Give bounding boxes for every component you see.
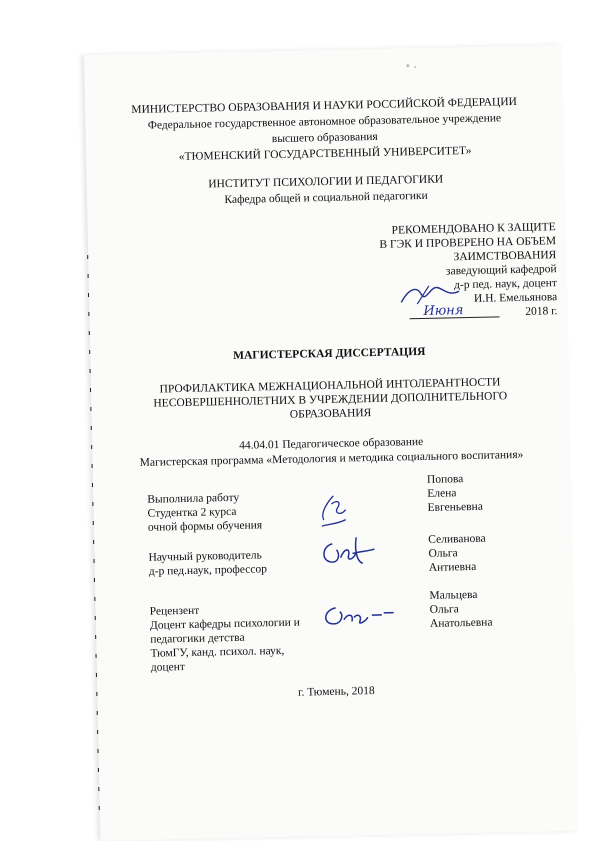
scan-speck: [414, 66, 416, 68]
supervisor-surname: Селиванова: [428, 532, 486, 546]
student-signature: [315, 489, 356, 530]
approval-degree: д-р пед. наук, доцент: [453, 277, 558, 292]
approval-position: заведующий кафедрой: [445, 263, 557, 278]
approval-line2: В ГЭК И ПРОВЕРЕНО НА ОБЪЕМ: [379, 235, 557, 251]
reviewer-first-name: Ольга: [429, 603, 459, 616]
student-surname: Попова: [426, 473, 464, 486]
approval-line1: РЕКОМЕНДОВАНО К ЗАЩИТЕ: [391, 221, 556, 237]
department-name: Кафедра общей и социальной педагогики: [224, 189, 428, 207]
student-role2: Студентка 2 курса: [147, 505, 237, 520]
university-name: «ТЮМЕНСКИЙ ГОСУДАРСТВЕННЫЙ УНИВЕРСИТЕТ»: [178, 144, 472, 164]
approval-month: Июня: [423, 303, 464, 319]
scan-speck: [406, 64, 409, 67]
reviewer-role4: ТюмГУ, канд. психол. наук,: [150, 644, 285, 660]
reviewer-role5: доцент: [150, 661, 186, 674]
supervisor-role2: д-р пед.наук, профессор: [148, 563, 268, 578]
reviewer-role3: педагогики детства: [150, 631, 245, 646]
reviewer-role2: Доцент кафедры психологии и: [149, 616, 300, 632]
approval-name: И.Н. Емельянова: [473, 291, 558, 305]
student-role3: очной формы обучения: [147, 519, 263, 534]
topic-line2: НЕСОВЕРШЕННОЛЕТНИХ В УЧРЕЖДЕНИИ ДОПОЛНИТЕЛЬНОГО: [153, 390, 508, 410]
institution-line2: высшего образования: [271, 130, 378, 146]
student-first-name: Елена: [427, 487, 457, 500]
supervisor-first-name: Ольга: [428, 547, 458, 560]
city-year: г. Тюмень, 2018: [297, 685, 375, 699]
institute-name: ИНСТИТУТ ПСИХОЛОГИИ И ПЕДАГОГИКИ: [208, 173, 444, 191]
document-type: МАГИСТЕРСКАЯ ДИССЕРТАЦИЯ: [233, 345, 426, 362]
student-role1: Выполнила работу: [147, 491, 240, 506]
topic-line3: ОБРАЗОВАНИЯ: [289, 407, 372, 421]
program-code: 44.04.01 Педагогическое образование: [239, 435, 424, 452]
document-page: [84, 45, 578, 841]
reviewer-signature: [317, 599, 398, 635]
reviewer-patronymic: Анатольевна: [429, 616, 493, 630]
supervisor-signature: [316, 533, 379, 574]
supervisor-patronymic: Антиевна: [428, 560, 477, 574]
student-patronymic: Евгеньевна: [427, 500, 484, 514]
reviewer-role1: Рецензент: [149, 604, 200, 618]
reviewer-surname: Мальцева: [429, 588, 478, 602]
topic-line1: ПРОФИЛАКТИКА МЕЖНАЦИОНАЛЬНОЙ ИНТОЛЕРАНТНОСТИ: [159, 376, 501, 396]
approval-year: 2018 г.: [525, 305, 558, 318]
ministry-heading: МИНИСТЕРСТВО ОБРАЗОВАНИЯ И НАУКИ РОССИЙСКОЙ ФЕДЕРАЦИИ: [131, 95, 518, 117]
program-name: Магистерская программа «Методология и методика социального воспитания»: [139, 448, 524, 469]
institution-line1: Федеральное государственное автономное образовательное учреждение: [147, 112, 502, 132]
supervisor-role1: Научный руководитель: [148, 549, 262, 564]
approval-line3: ЗАИМСТВОВАНИЯ: [453, 249, 557, 264]
